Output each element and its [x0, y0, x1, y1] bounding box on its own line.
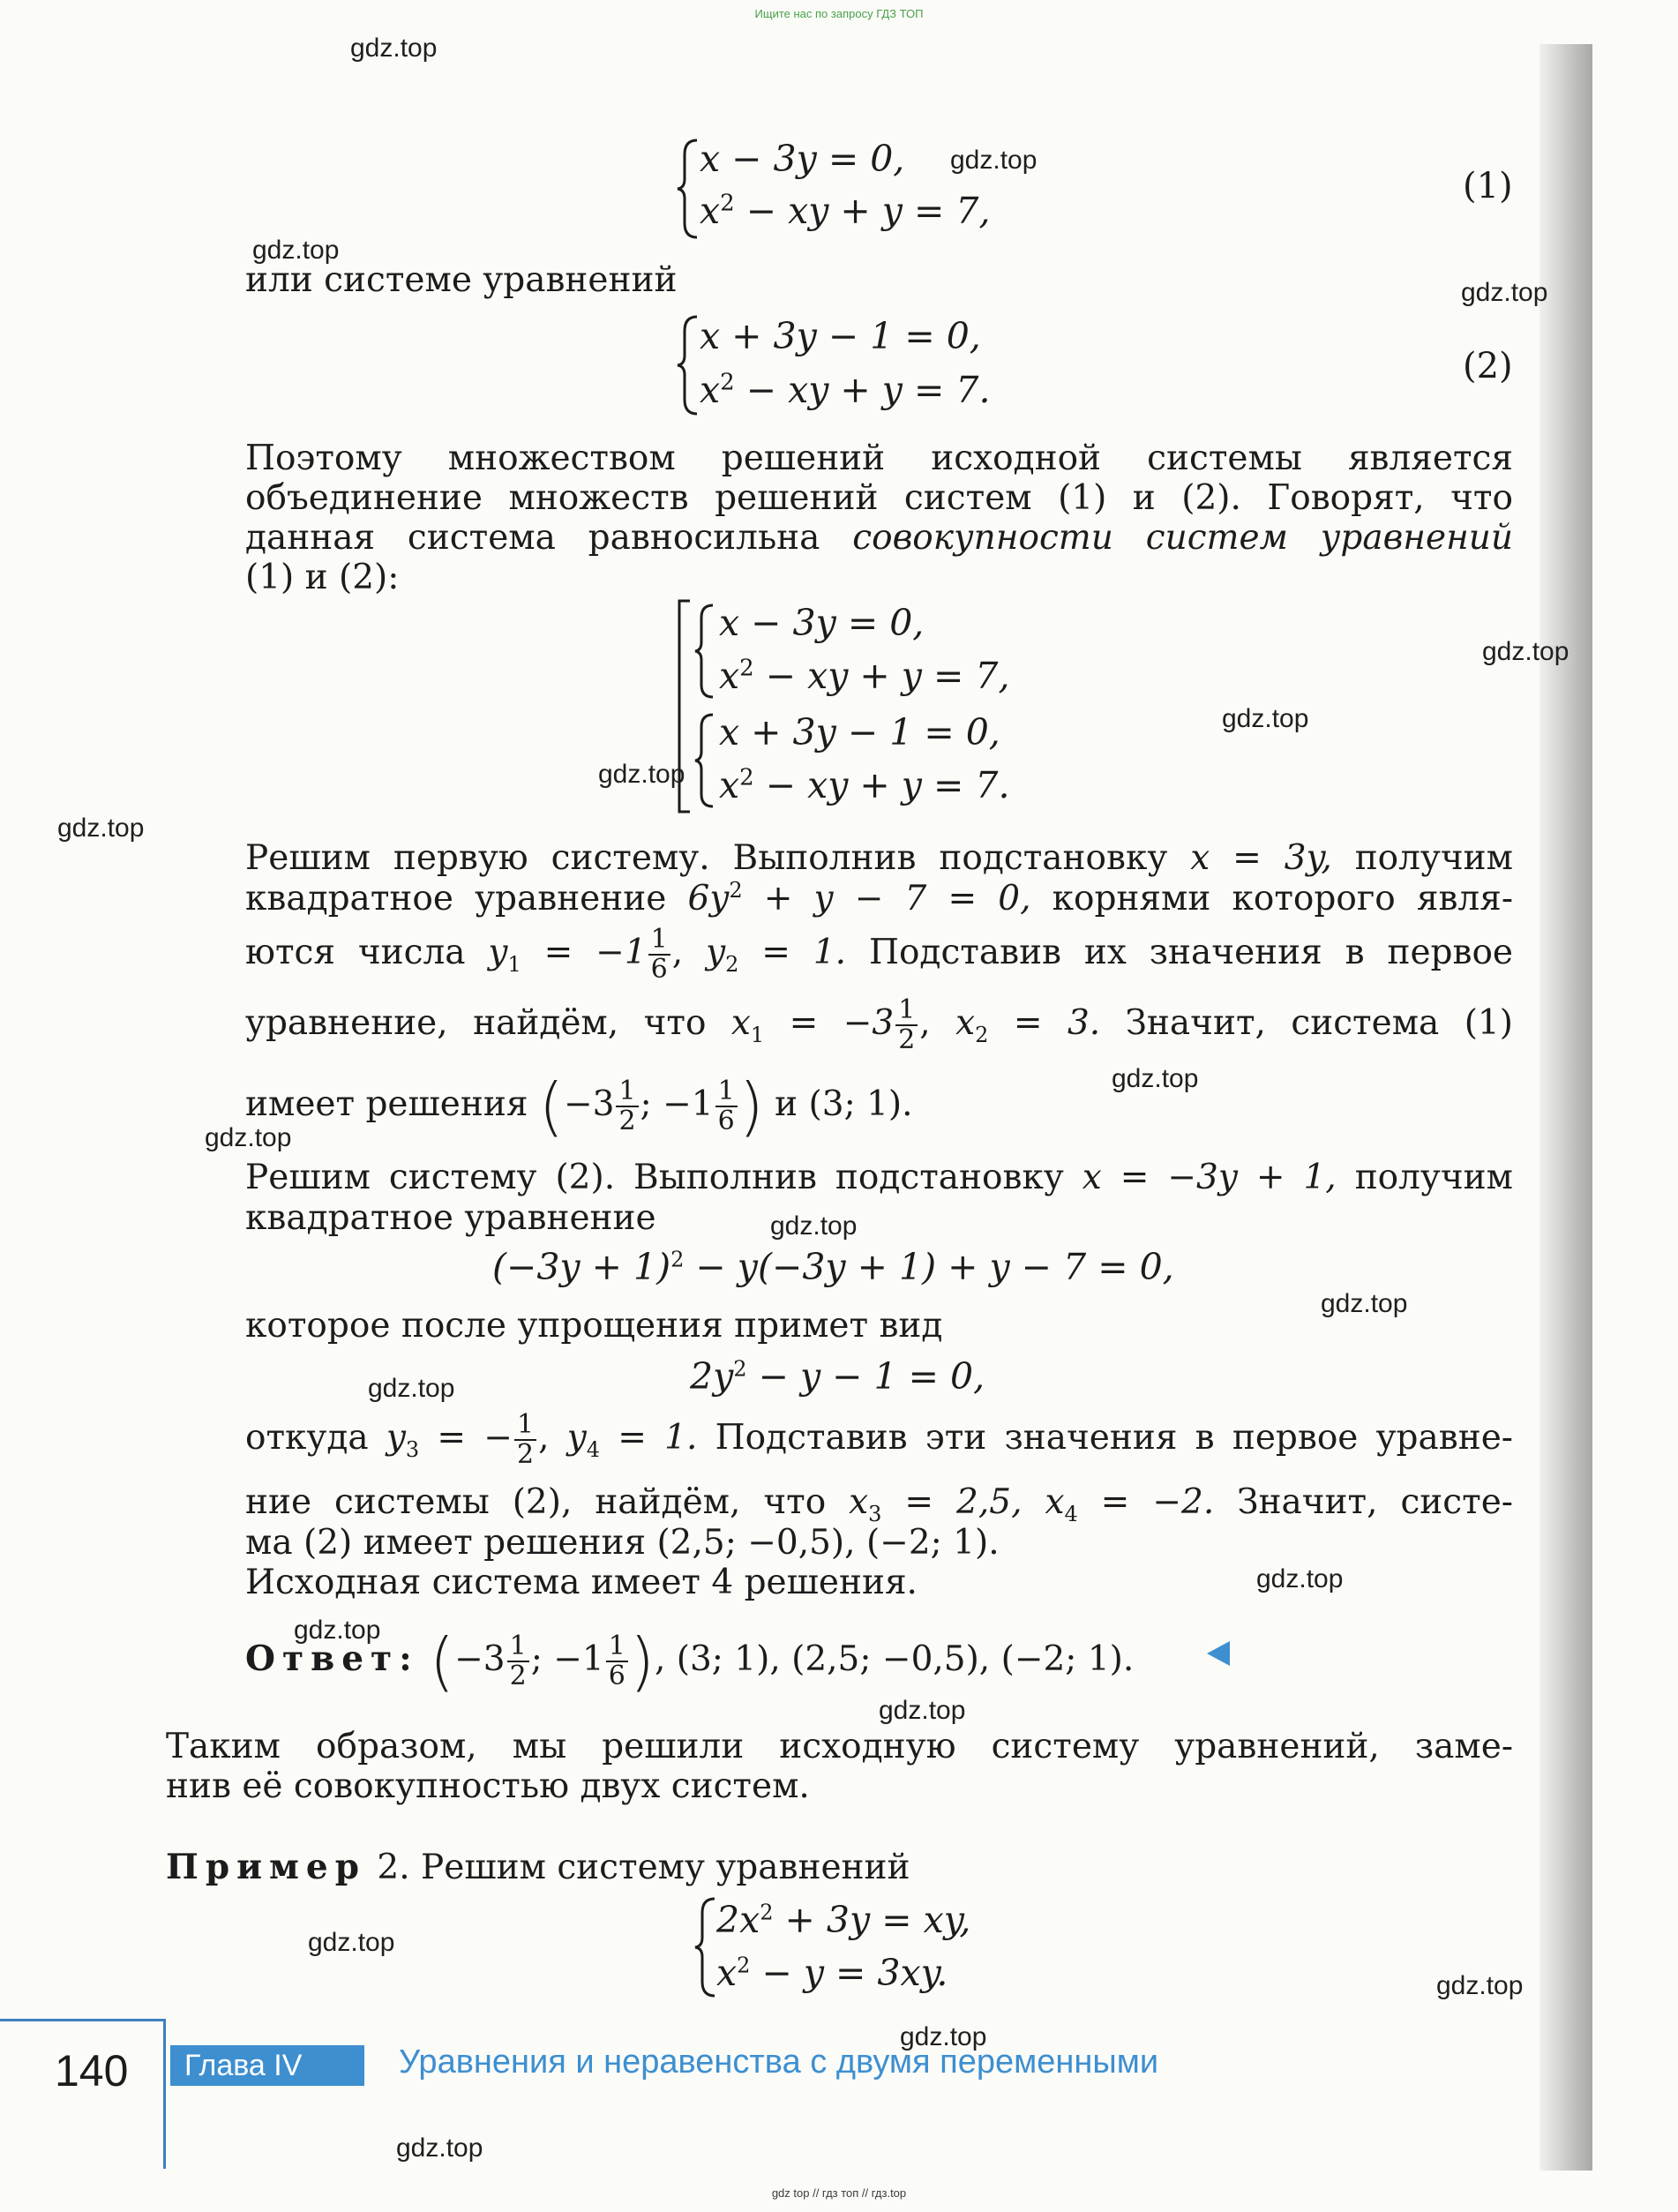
solve2-line1: Решим систему (2). Выполнив подстановку x = −3y + 1, получим: [245, 1158, 1513, 1197]
footer-rule: [0, 2019, 163, 2021]
watermark: gdz.top: [57, 814, 145, 843]
solve2-line2: квадратное уравнение: [245, 1198, 656, 1238]
watermark: gdz.top: [252, 236, 340, 265]
watermark: gdz.top: [1436, 1971, 1524, 2000]
para1-line1: Поэтому множеством решений исходной системы является: [245, 439, 1513, 478]
solve2-line4: откуда $y_3$ = − $\frac{1}{2}$ , $y_4 = 1$. Подставив эти значения в первое уравне-: [245, 1409, 1513, 1470]
watermark: gdz.top: [1482, 637, 1569, 666]
collection-brace1: [693, 602, 716, 701]
watermark: gdz.top: [350, 34, 438, 63]
conclusion-line1: Таким образом, мы решили исходную систему уравнений, заме-: [166, 1727, 1513, 1766]
answer-line: Ответ: (−3 $\frac{1}{2}$ ; −1 $\frac{1}{6}$ ), (3; 1), (2,5; −0,5), (−2; 1).: [245, 1624, 1135, 1698]
page-number: 140: [55, 2046, 129, 2096]
system1-eq1: x − 3y = 0,: [700, 138, 905, 180]
solve2-equation2: $2y^2 - y - 1 = 0$,: [690, 1355, 985, 1398]
conclusion-line2: нив её совокупностью двух систем.: [166, 1766, 810, 1806]
system2-brace: [676, 313, 700, 417]
watermark: gdz.top: [1461, 278, 1548, 307]
footer-vertical-rule: [163, 2019, 166, 2169]
system2-eq2: $x^2$ − xy + y = 7.: [700, 369, 991, 411]
system1-eq2: $x^2$ − xy + y = 7,: [700, 190, 991, 232]
solve1-line2: квадратное уравнение $6y^2 + y - 7 = 0$, корнями которого явля-: [245, 878, 1513, 919]
watermark: gdz.top: [308, 1928, 395, 1957]
solve2-line6: ма (2) имеет решения (2,5; −0,5), (−2; 1).: [245, 1523, 1000, 1563]
collection-eq4: $x^2$ − xy + y = 7.: [719, 764, 1010, 806]
example2-eq1: $2x^2 + 3y$ = xy,: [716, 1899, 971, 1941]
solve2-equation: $(-3y + 1)^2 - y(-3y + 1) + y - 7 = 0$,: [492, 1246, 1174, 1288]
watermark: gdz.top: [1256, 1564, 1344, 1593]
watermark: gdz.top: [205, 1123, 292, 1152]
solve1-line4: уравнение, найдём, что $x_1 = -3$ $\frac{1}{2}$ , $x_2 = 3$. Значит, система (1): [245, 994, 1513, 1055]
watermark: gdz.top: [950, 146, 1038, 175]
solve1-line3: ются числа $y_1 = -1$ $\frac{1}{6}$ , $y_2 = 1$. Подставив их значения в первое: [245, 924, 1514, 985]
watermark: gdz.top: [1321, 1289, 1408, 1318]
solve1-line1: Решим первую систему. Выполнив подстановку x = 3y, получим: [245, 838, 1513, 878]
system1-brace: [676, 137, 700, 241]
example2-brace: [693, 1895, 718, 1999]
collection-eq2: $x^2$ − xy + y = 7,: [719, 655, 1010, 697]
para1-line2: объединение множеств решений систем (1) и (2). Говорят, что: [245, 478, 1513, 518]
header-note: Ищите нас по запросу ГДЗ ТОП: [754, 7, 924, 20]
collection-brace2: [693, 711, 716, 810]
chapter-title: Уравнения и неравенства с двумя переменными: [399, 2043, 1159, 2081]
solve2-line7: Исходная система имеет 4 решения.: [245, 1563, 918, 1602]
system2-label: (2): [1463, 346, 1513, 386]
watermark: gdz.top: [294, 1616, 381, 1645]
watermark: gdz.top: [368, 1374, 455, 1403]
collection-eq1: x − 3y = 0,: [719, 602, 925, 644]
watermark: gdz.top: [879, 1696, 966, 1725]
footer-note: gdz top // гдз топ // гдз.top: [771, 2186, 907, 2200]
solve2-line3: которое после упрощения примет вид: [245, 1306, 943, 1346]
watermark: gdz.top: [900, 2022, 987, 2051]
example2-eq2: $x^2 - y = 3xy$.: [716, 1952, 948, 1994]
or-system-text: или системе уравнений: [245, 260, 678, 300]
para1-line4: (1) и (2):: [245, 558, 400, 597]
solve1-line5: имеет решения (−3 $\frac{1}{2}$ ; −1 $\frac{1}{6}$ ) и (3; 1).: [245, 1069, 913, 1143]
system2-eq1: x + 3y − 1 = 0,: [700, 315, 981, 357]
collection-eq3: x + 3y − 1 = 0,: [719, 711, 1000, 754]
chapter-badge: Глава IV: [170, 2045, 364, 2086]
watermark: gdz.top: [770, 1211, 858, 1241]
watermark: gdz.top: [1222, 704, 1309, 733]
para1-line3: данная система равносильна совокупности систем уравнений: [245, 518, 1513, 558]
watermark: gdz.top: [1112, 1064, 1199, 1093]
watermark: gdz.top: [396, 2133, 483, 2163]
watermark: gdz.top: [598, 760, 685, 789]
page-spine-shadow: [1539, 44, 1592, 2171]
system1-label: (1): [1463, 166, 1513, 206]
example2-heading: Пример 2. Решим систему уравнений: [166, 1847, 910, 1887]
end-of-solution-marker: [1207, 1641, 1230, 1666]
solve2-line5: ние системы (2), найдём, что $x_3 = 2,5$, $x_4 = -2$. Значит, систе-: [245, 1482, 1513, 1526]
